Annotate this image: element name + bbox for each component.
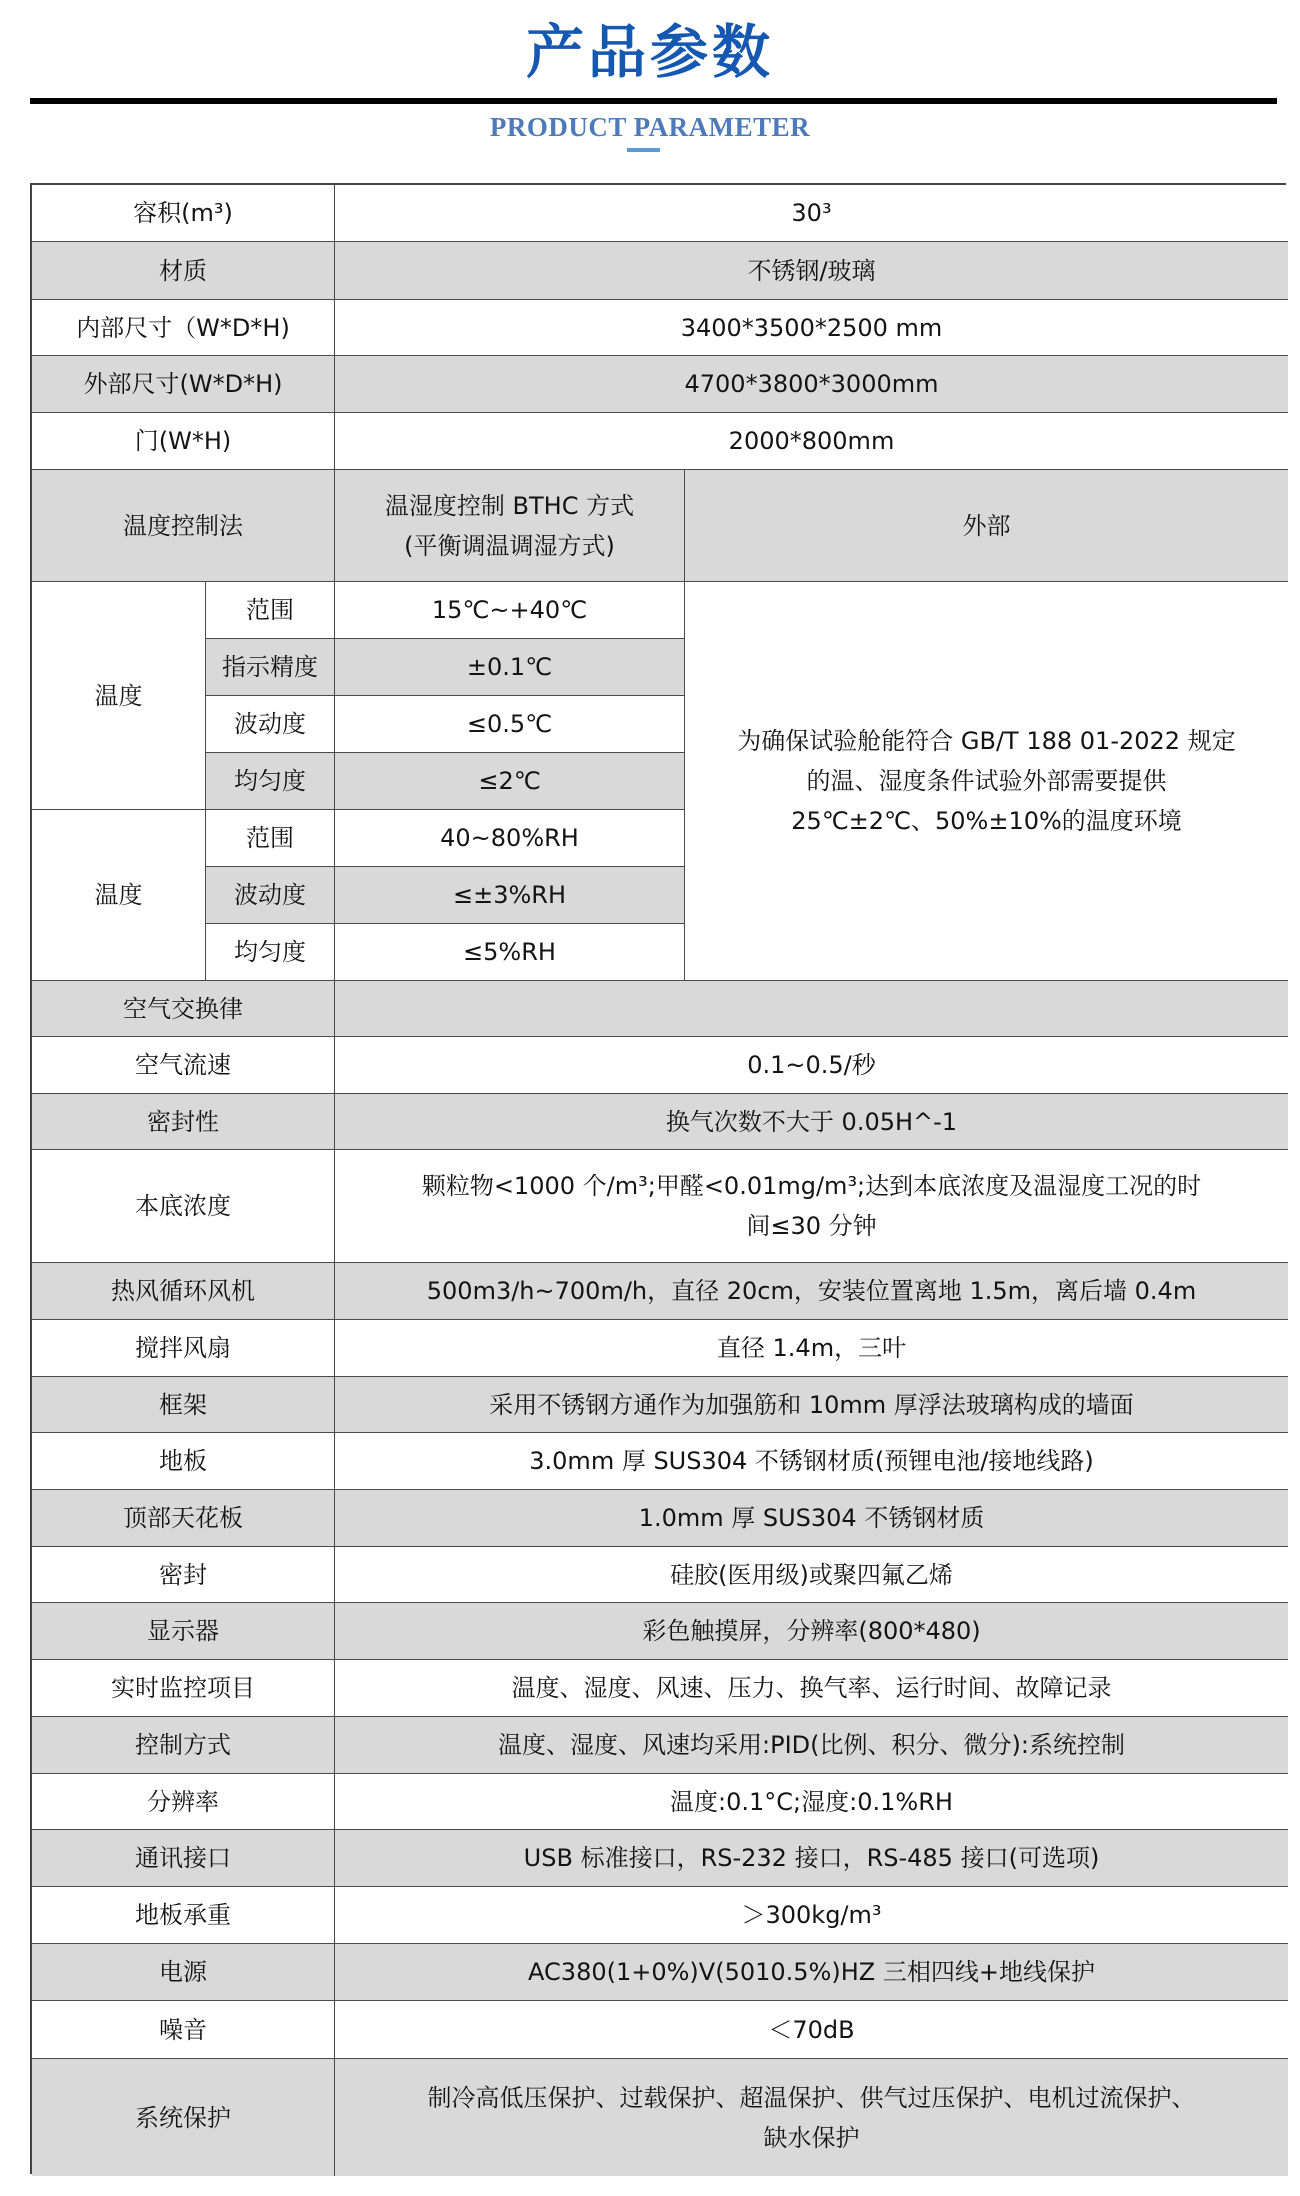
background-line1: 颗粒物<1000 个/m³;甲醛<0.01mg/m³;达到本底浓度及温湿度工况的时 [421, 1172, 1202, 1200]
temp-sub-label: 均匀度 [206, 753, 335, 810]
value-ceiling: 1.0mm 厚 SUS304 不锈钢材质 [335, 1490, 1288, 1547]
humidity-sub-value: ≤5%RH [335, 924, 685, 981]
label-material: 材质 [32, 242, 335, 300]
label-frame: 框架 [32, 1377, 335, 1433]
label-door: 门(W*H) [32, 413, 335, 470]
label-air-speed: 空气流速 [32, 1037, 335, 1094]
value-comm-interface: USB 标准接口，RS-232 接口，RS-485 接口(可选项) [335, 1830, 1288, 1887]
label-power: 电源 [32, 1944, 335, 2001]
label-floor-load: 地板承重 [32, 1887, 335, 1944]
label-air-exchange: 空气交换律 [32, 981, 335, 1037]
page-title: 产品参数 [525, 18, 774, 86]
label-outer-size: 外部尺寸(W*D*H) [32, 356, 335, 413]
label-system-protection: 系统保护 [32, 2059, 335, 2176]
label-humidity-group: 温度 [32, 810, 206, 981]
value-background-concentration [335, 1150, 1288, 1263]
note-line1: 为确保试验舱能符合 GB/T 188 01-2022 规定 [737, 727, 1236, 755]
label-temperature-group: 温度 [32, 582, 206, 810]
label-background-concentration: 本底浓度 [32, 1150, 335, 1263]
label-volume: 容积(m³) [32, 185, 335, 242]
value-power: AC380(1+0%)V(5010.5%)HZ 三相四线+地线保护 [335, 1944, 1288, 2001]
label-noise: 噪音 [32, 2001, 335, 2059]
value-door: 2000*800mm [335, 413, 1288, 470]
label-ceiling: 顶部天花板 [32, 1490, 335, 1547]
value-volume: 30³ [335, 185, 1288, 242]
humidity-sub-value: ≤±3%RH [335, 867, 685, 924]
title-divider [30, 98, 1277, 104]
value-air-speed: 0.1~0.5/秒 [335, 1037, 1288, 1094]
temp-sub-value: ±0.1℃ [335, 639, 685, 696]
external-requirement-note [685, 582, 1288, 981]
humidity-sub-label: 波动度 [206, 867, 335, 924]
value-system-protection [335, 2059, 1288, 2176]
value-seal: 硅胶(医用级)或聚四氟乙烯 [335, 1547, 1288, 1603]
value-floor: 3.0mm 厚 SUS304 不锈钢材质(预锂电池/接地线路) [335, 1433, 1288, 1490]
value-floor-load: ＞300kg/m³ [335, 1887, 1288, 1944]
label-temp-control: 温度控制法 [32, 470, 335, 582]
protection-line1: 制冷高低压保护、过载保护、超温保护、供气过压保护、电机过流保护、 [427, 2083, 1196, 2112]
temp-sub-label: 范围 [206, 582, 335, 639]
label-sealing-performance: 密封性 [32, 1094, 335, 1150]
temp-sub-value: ≤2℃ [335, 753, 685, 810]
accent-dash [627, 148, 660, 152]
label-control-mode: 控制方式 [32, 1717, 335, 1774]
value-inner-size: 3400*3500*2500 mm [335, 300, 1288, 356]
temp-sub-label: 波动度 [206, 696, 335, 753]
value-sealing-performance: 换气次数不大于 0.05H^-1 [335, 1094, 1288, 1150]
note-line2: 的温、湿度条件试验外部需要提供 [806, 767, 1167, 795]
temp-sub-value: 15℃~+40℃ [335, 582, 685, 639]
value-temp-control [335, 470, 685, 582]
label-seal: 密封 [32, 1547, 335, 1603]
protection-line2: 缺水保护 [763, 2123, 860, 2152]
product-parameter-table [30, 183, 1286, 2174]
label-resolution: 分辨率 [32, 1774, 335, 1830]
humidity-sub-label: 均匀度 [206, 924, 335, 981]
value-display: 彩色触摸屏，分辨率(800*480) [335, 1603, 1288, 1660]
value-resolution: 温度:0.1°C;湿度:0.1%RH [335, 1774, 1288, 1830]
temp-sub-label: 指示精度 [206, 639, 335, 696]
temp-control-line1: 温湿度控制 BTHC 方式 [384, 491, 635, 520]
value-stir-fan: 直径 1.4m，三叶 [335, 1320, 1288, 1377]
value-hot-air-fan: 500m3/h~700m/h，直径 20cm，安装位置离地 1.5m，离后墙 0.4m [335, 1263, 1288, 1320]
value-frame: 采用不锈钢方通作为加强筋和 10mm 厚浮法玻璃构成的墙面 [335, 1377, 1288, 1433]
label-stir-fan: 搅拌风扇 [32, 1320, 335, 1377]
note-line3: 25℃±2℃、50%±10%的温度环境 [791, 807, 1182, 835]
label-comm-interface: 通讯接口 [32, 1830, 335, 1887]
page-subtitle: PRODUCT PARAMETER [489, 112, 811, 142]
value-noise: ＜70dB [335, 2001, 1288, 2059]
label-external: 外部 [685, 470, 1288, 582]
temp-sub-value: ≤0.5℃ [335, 696, 685, 753]
label-floor: 地板 [32, 1433, 335, 1490]
value-air-exchange [335, 981, 1288, 1037]
label-hot-air-fan: 热风循环风机 [32, 1263, 335, 1320]
value-outer-size: 4700*3800*3000mm [335, 356, 1288, 413]
humidity-sub-label: 范围 [206, 810, 335, 867]
background-line2: 间≤30 分钟 [746, 1212, 877, 1240]
label-display: 显示器 [32, 1603, 335, 1660]
value-material: 不锈钢/玻璃 [335, 242, 1288, 300]
humidity-sub-value: 40~80%RH [335, 810, 685, 867]
value-monitoring: 温度、湿度、风速、压力、换气率、运行时间、故障记录 [335, 1660, 1288, 1717]
label-inner-size: 内部尺寸（W*D*H) [32, 300, 335, 356]
temp-control-line2: (平衡调温调湿方式) [404, 531, 615, 560]
label-monitoring: 实时监控项目 [32, 1660, 335, 1717]
value-control-mode: 温度、湿度、风速均采用:PID(比例、积分、微分):系统控制 [335, 1717, 1288, 1774]
